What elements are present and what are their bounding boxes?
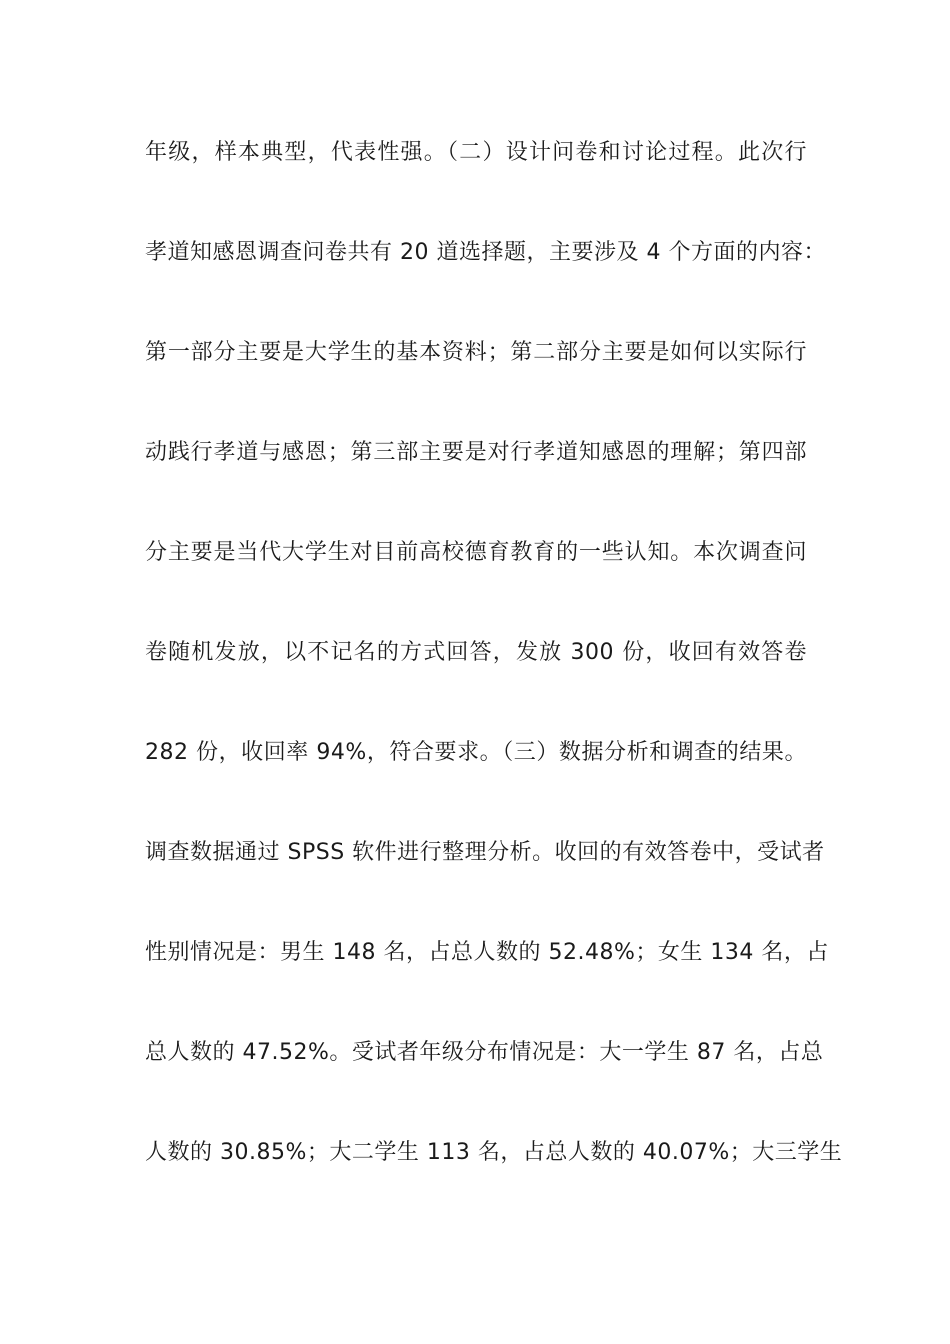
text-line: 总人数的 47.52%。受试者年级分布情况是：大一学生 87 名，占总 (145, 1040, 824, 1065)
text-line: 人数的 30.85%；大二学生 113 名，占总人数的 40.07%；大三学生 (145, 1140, 843, 1165)
text-line: 282 份，收回率 94%，符合要求。（三）数据分析和调查的结果。 (145, 740, 807, 765)
text-line: 第一部分主要是大学生的基本资料；第二部分主要是如何以实际行 (145, 340, 807, 365)
text-line: 动践行孝道与感恩；第三部主要是对行孝道知感恩的理解；第四部 (145, 440, 807, 465)
body-text (145, 128, 843, 1228)
text-line: 卷随机发放，以不记名的方式回答，发放 300 份，收回有效答卷 (145, 640, 807, 665)
text-line: 调查数据通过 SPSS 软件进行整理分析。收回的有效答卷中，受试者 (145, 840, 825, 865)
text-line: 分主要是当代大学生对目前高校德育教育的一些认知。本次调查问 (145, 540, 807, 565)
text-line: 年级，样本典型，代表性强。（二）设计问卷和讨论过程。此次行 (145, 140, 807, 165)
text-line: 孝道知感恩调查问卷共有 20 道选择题，主要涉及 4 个方面的内容： (145, 240, 826, 265)
text-line: 性别情况是：男生 148 名，占总人数的 52.48%；女生 134 名，占 (145, 940, 829, 965)
